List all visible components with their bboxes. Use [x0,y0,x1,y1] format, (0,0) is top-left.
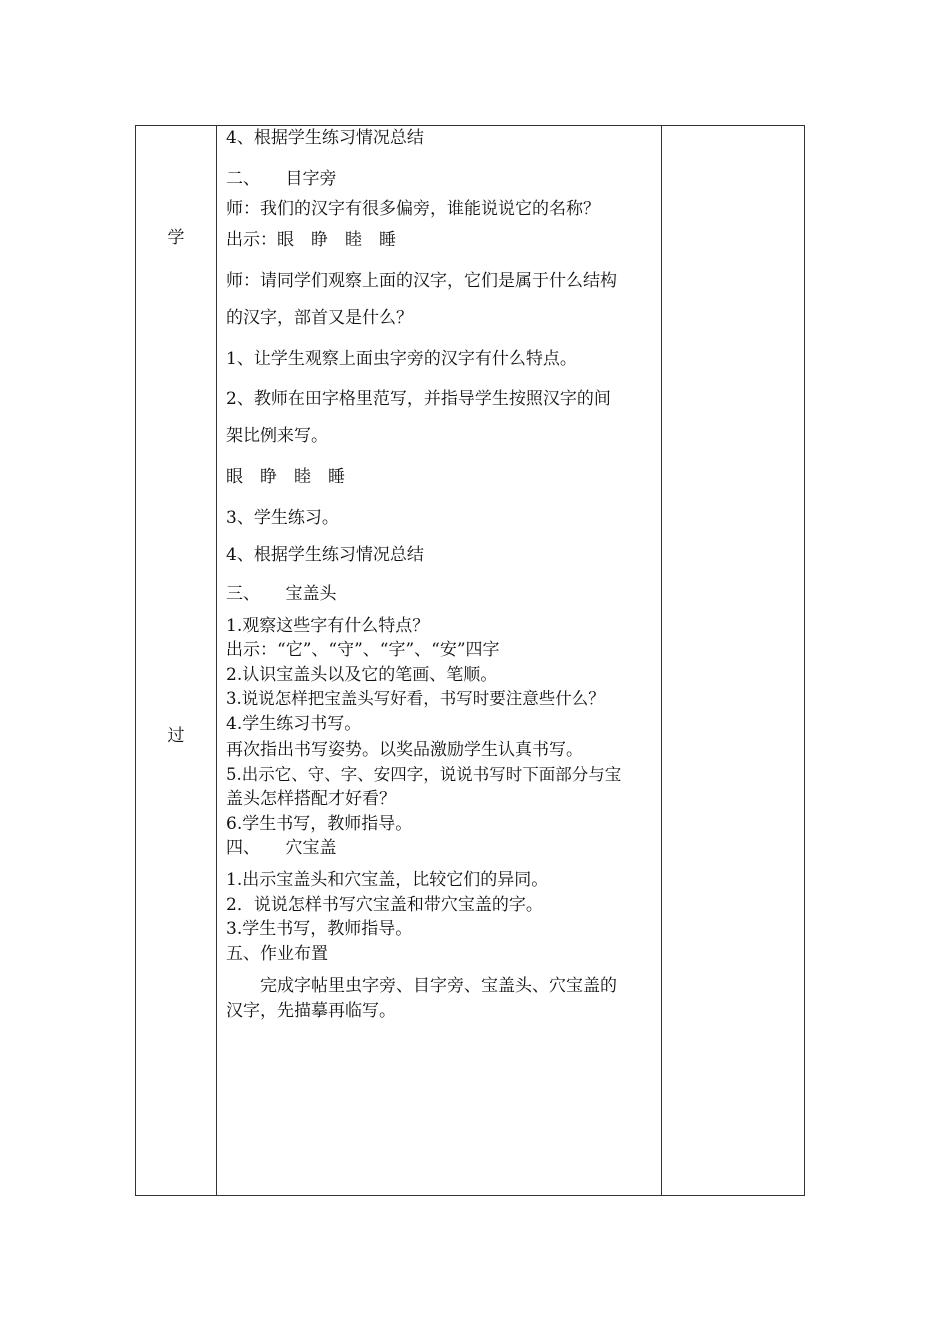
content-line: 3.说说怎样把宝盖头写好看，书写时要注意些什么？ [226,689,605,708]
side-label-xue: 学 [167,228,185,248]
content-line: 6.学生书写，教师指导。 [226,814,413,834]
content-line: 师：请同学们观察上面的汉字，它们是属于什么结构 [226,271,617,291]
content-line: 4、根据学生练习情况总结 [226,545,424,565]
content-line: 2、教师在田字格里范写，并指导学生按照汉字的间 [226,389,611,409]
content-line: 3、学生练习。 [226,508,339,528]
content-line: 2．说说怎样书写穴宝盖和带穴宝盖的字。 [226,895,543,915]
content-line: 眼 睁 睦 睡 [226,467,345,487]
section-heading: 四、 穴宝盖 [226,838,337,858]
content-line: 完成字帖里虫字旁、目字旁、宝盖头、穴宝盖的 [226,976,617,996]
content-line: 3.学生书写，教师指导。 [226,919,413,939]
lesson-table [135,125,805,1196]
content-line: 1.观察这些字有什么特点？ [226,616,430,636]
content-line: 4.学生练习书写。 [226,714,362,734]
content-line: 1、让学生观察上面虫字旁的汉字有什么特点。 [226,349,577,369]
content-line: 师：我们的汉字有很多偏旁，谁能说说它的名称？ [226,199,600,219]
side-label-guo: 过 [167,726,185,746]
section-heading: 三、 宝盖头 [226,584,337,604]
content-line: 架比例来写。 [226,426,328,446]
content-line: 盖头怎样搭配才好看？ [226,789,396,809]
content-line: 汉字，先描摹再临写。 [226,1001,396,1021]
content-line: 出示：眼 睁 睦 睡 [226,230,396,250]
content-line: 的汉字，部首又是什么？ [226,308,413,328]
content-line: 再次指出书写姿势。以奖品激励学生认真书写。 [226,740,583,760]
section-heading: 二、 目字旁 [226,169,337,189]
column-divider [216,126,217,1195]
content-line: 2.认识宝盖头以及它的笔画、笔顺。 [226,665,498,685]
content-line: 1.出示宝盖头和穴宝盖，比较它们的异同。 [226,870,549,890]
content-line: 4、根据学生练习情况总结 [226,128,424,148]
column-divider [661,126,662,1195]
section-heading: 五、作业布置 [226,944,328,964]
content-line: 出示：“它”、“守”、“字”、“安”四字 [226,640,500,660]
content-line: 5.出示它、守、字、安四字，说说书写时下面部分与宝 [226,765,622,784]
